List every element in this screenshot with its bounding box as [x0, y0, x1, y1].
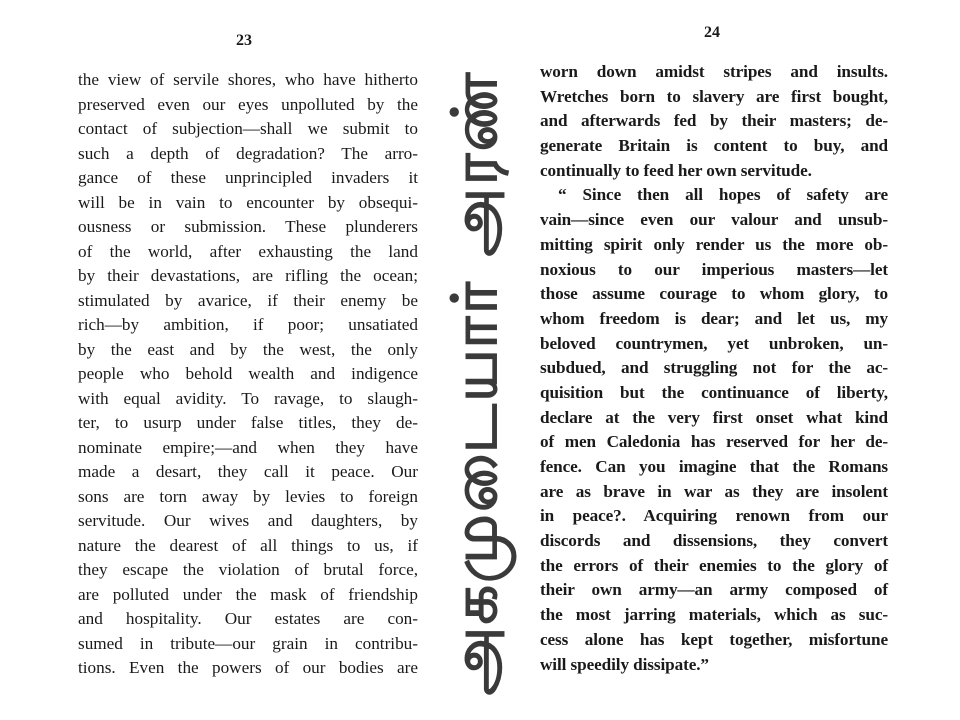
text-line: noxious to our imperious masters—let — [540, 259, 888, 279]
text-line: “ Since then all hopes of safety are — [558, 185, 888, 205]
right-page-number: 24 — [704, 24, 720, 41]
text-line: servitude. Our wives and daughters, by — [78, 511, 418, 530]
text-line: Wretches born to slavery are first bought, — [540, 86, 888, 106]
text-line: fence. Can you imagine that the Romans — [540, 457, 888, 476]
text-line: sumed in tribute—our grain in contribu- — [78, 633, 418, 653]
text-line: ousness or submission. These plunderers — [78, 217, 418, 236]
text-line: subdued, and struggling not for the ac- — [540, 358, 888, 378]
text-line: nominate empire;—and when they have — [78, 437, 418, 457]
text-line: sons are torn away by levies to foreign — [78, 486, 418, 506]
text-line: such a depth of degradation? The arro- — [78, 143, 418, 163]
text-line: quisition but the continuance of liberty, — [540, 382, 888, 402]
text-line: the errors of their enemies to the glory of — [540, 555, 888, 575]
text-line: beloved countrymen, yet unbroken, un- — [540, 333, 888, 353]
text-line: the view of servile shores, who have hitherto — [78, 70, 418, 89]
text-line: ter, to usurp under false titles, they de- — [78, 413, 418, 432]
left-page-text — [78, 68, 418, 681]
text-line: will be in vain to encounter by obsequi- — [78, 192, 418, 212]
text-line: and hospitality. Our estates are con- — [78, 609, 418, 628]
text-line: people who behold wealth and indigence — [78, 364, 418, 383]
text-line: vain—since even our valour and unsub- — [540, 210, 888, 230]
text-line: gance of these unprincipled invaders it — [78, 168, 418, 187]
text-line: generate Britain is content to buy, and — [540, 136, 888, 156]
text-line: with equal avidity. To ravage, to slaugh- — [78, 388, 418, 408]
text-line: their own army—an army composed of — [540, 580, 888, 600]
text-line: declare at the very first onset what kind — [540, 407, 888, 427]
text-line: the most jarring materials, which as suc- — [540, 605, 888, 625]
text-line: cess alone has kept together, misfortune — [540, 629, 888, 649]
text-line: nature the dearest of all things to us, if — [78, 535, 418, 555]
text-line: discords and dissensions, they convert — [540, 531, 888, 551]
text-line: of the world, after exhausting the land — [78, 241, 418, 261]
text-line: are as brave in war as they are insolent — [540, 481, 888, 501]
text-line: of men Caledonia has reserved for her de- — [540, 432, 888, 452]
text-line: by their devastations, are rifling the ocean; — [78, 266, 418, 285]
text-line: contact of subjection—shall we submit to — [78, 119, 418, 138]
text-line: they escape the violation of brutal force, — [78, 560, 418, 579]
watermark-text: அகமுடையார் அரண் — [438, 70, 511, 696]
text-line: continually to feed her own servitude. — [540, 160, 812, 180]
text-line: in peace?. Acquiring renown from our — [540, 506, 888, 526]
text-line: are polluted under the mask of friendship — [78, 584, 418, 604]
left-page-number: 23 — [236, 32, 252, 49]
text-line: rich—by ambition, if poor; unsatiated — [78, 315, 418, 334]
text-line: made a desart, they call it peace. Our — [78, 462, 418, 481]
text-line: whom freedom is dear; and let us, my — [540, 308, 888, 328]
text-line: those assume courage to whom glory, to — [540, 284, 888, 304]
text-line: worn down amidst stripes and insults. — [540, 62, 888, 81]
text-line: by the east and by the west, the only — [78, 339, 418, 359]
text-line: will speedily dissipate.” — [540, 654, 709, 674]
right-page-text — [540, 60, 888, 677]
text-line: tions. Even the powers of our bodies are — [78, 658, 418, 677]
text-line: and afterwards fed by their masters; de- — [540, 111, 888, 131]
text-line: stimulated by avarice, if their enemy be — [78, 290, 418, 310]
text-line: preserved even our eyes unpolluted by the — [78, 94, 418, 114]
text-line: mitting spirit only render us the more ob- — [540, 234, 888, 254]
